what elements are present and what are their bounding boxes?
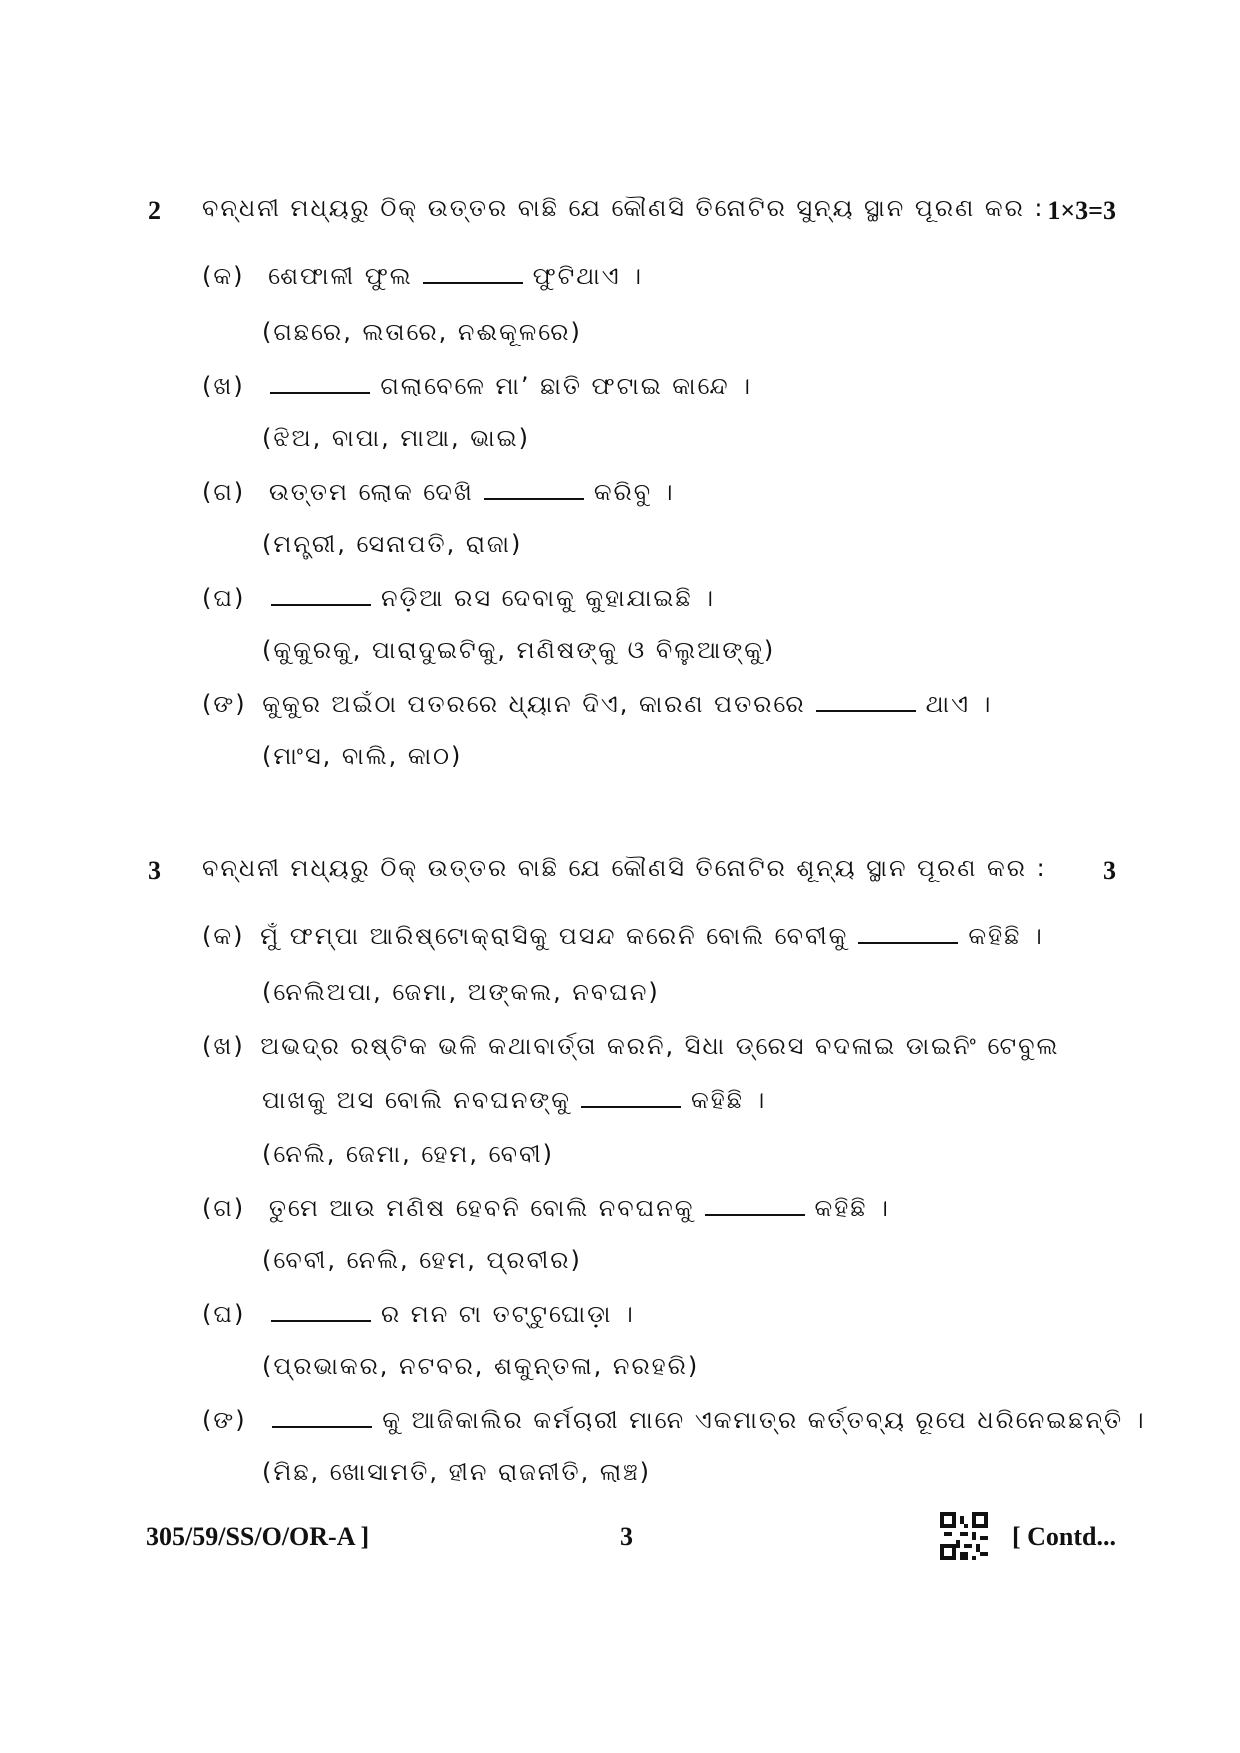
item-options: (ମିଛ, ଖୋସାମତି, ହୀନ ରାଜନୀତି, ଲାଞ୍ଚ) [262,1458,652,1486]
item-label: (କ) [202,922,245,950]
item-label: (ଘ) [202,584,246,612]
item-text-before: କୁକୁର ଅଇଁଠା ପତରରେ ଧ୍ୟାନ ଦିଏ, କାରଣ ପତରରେ [262,690,806,718]
item-text-before: ମୁଁ ଫମ୍ପା ଆରିଷ୍ଟୋକ୍ରାସିକୁ ପସନ୍ଦ କରେନି ବୋଲି ବେବୀକୁ [260,922,849,950]
item-options: (ପ୍ରଭାକର, ନଟବର, ଶକୁନ୍ତଳା, ନରହରି) [262,1352,700,1380]
item-label: (ଖ) [202,1032,245,1060]
answer-blank[interactable] [581,1106,681,1108]
item-label: (ଙ) [202,690,247,718]
item-text-before: ଉତ୍ତମ ଲୋକ ଦେଖି [268,478,474,506]
item-text-after: କହିଛି । [968,922,1044,950]
item-text-after: ଥାଏ । [925,690,993,718]
item-options: (କୁକୁରକୁ, ପାରାଦୁଇଟିକୁ, ମଣିଷଙ୍କୁ ଓ ବିଲୁଆଙ୍କୁ) [262,636,776,664]
answer-blank[interactable] [816,710,916,712]
qr-code-icon [940,1512,988,1560]
item-text-after: କହିଛି । [814,1194,890,1222]
item-line [202,1406,1146,1434]
item-text-before: ଶେଫାଳୀ ଫୁଲ [268,262,413,290]
paper-code: 305/59/SS/O/OR-A ] [146,1522,370,1551]
item-options: (ମନ୍ତ୍ରୀ, ସେନାପତି, ରାଜା) [262,530,523,558]
item-label: (ଗ) [202,1194,246,1222]
item-label: (ଖ) [202,372,245,400]
question-number: 2 [148,196,161,225]
item-line-continued [262,1086,766,1114]
item-line [202,372,752,400]
question-instruction: ବନ୍ଧନୀ ମଧ୍ୟରୁ ଠିକ୍ ଉତ୍ତର ବାଛି ଯେ କୌଣସି ତିନୋଟିର ଶୂନ୍ୟ ସ୍ଥାନ ପୂରଣ କର : [202,854,1047,882]
answer-blank[interactable] [858,942,958,944]
question-number: 3 [148,856,161,885]
item-line [202,922,1044,950]
item-options: (ବେବୀ, ନେଲି, ହେମ, ପ୍ରବୀର) [262,1246,582,1274]
item-line [202,262,643,290]
item-text-after: କୁ ଆଜିକାଲିର କର୍ମଚାରୀ ମାନେ ଏକମାତ୍ର କର୍ତ୍ତବ୍ୟ ରୂପେ ଧରିନେଇଛନ୍ତି । [382,1406,1146,1434]
item-line [202,690,992,718]
item-text-after: ନଡ଼ିଆ ରସ ଦେବାକୁ କୁହାଯାଇଛି । [380,584,716,612]
item-line [202,478,675,506]
question-marks: 3 [1103,856,1116,885]
item-line [202,584,715,612]
item-text-after: ର ମନ ଟା ତଟ୍ଟୁଘୋଡ଼ା । [380,1300,635,1328]
item-text-after: ଗଲାବେଳେ ମା’ ଛାତି ଫଟାଇ କାନ୍ଦେ । [380,372,753,400]
page-number: 3 [620,1522,633,1551]
item-line [202,1032,1059,1060]
item-options: (ନେଲିଅପା, ଜେମା, ଅଙ୍କଲ, ନବଘନ) [262,978,660,1006]
continued-label: [ Contd... [1011,1522,1116,1551]
item-options: (ମାଂସ, ବାଲି, କାଠ) [262,742,463,770]
item-text-before: ପାଖକୁ ଅସ ବୋଲି ନବଘନଙ୍କୁ [262,1086,571,1114]
answer-blank[interactable] [270,392,370,394]
item-text-after: କହିଛି । [690,1086,767,1114]
item-options: (ନେଲି, ଜେମା, ହେମ, ବେବୀ) [262,1140,554,1168]
item-text-after: କରିବୁ । [593,478,675,506]
item-text-line1: ଅଭଦ୍ର ରଷ୍ଟିକ ଭଳି କଥାବାର୍ତ୍ତା କରନି, ସିଧା ଡ୍ରେସ ବଦଳାଇ ଡାଇନିଂ ଟେବୁଲ [260,1032,1060,1060]
item-text-after: ଫୁଟିଥାଏ । [532,262,644,290]
answer-blank[interactable] [705,1214,805,1216]
item-line [202,1194,890,1222]
item-label: (ଘ) [202,1300,246,1328]
answer-blank[interactable] [271,1320,371,1322]
item-label: (ଗ) [202,478,246,506]
question-marks: 1×3=3 [1047,196,1116,225]
item-text-before: ତୁମେ ଆଉ ମଣିଷ ହେବନି ବୋଲି ନବଘନକୁ [268,1194,695,1222]
answer-blank[interactable] [423,282,523,284]
item-line [202,1300,635,1328]
item-options: (ଝିଅ, ବାପା, ମାଆ, ଭାଇ) [262,424,530,452]
item-options: (ଗଛରେ, ଲତାରେ, ନଈକୂଳରେ) [262,318,582,346]
answer-blank[interactable] [272,1426,372,1428]
answer-blank[interactable] [484,498,584,500]
answer-blank[interactable] [271,604,371,606]
item-label: (ଙ) [202,1406,247,1434]
question-instruction: ବନ୍ଧନୀ ମଧ୍ୟରୁ ଠିକ୍ ଉତ୍ତର ବାଛି ଯେ କୌଣସି ତିନୋଟିର ସୁନ୍ୟ ସ୍ଥାନ ପୂରଣ କର : [202,194,1045,222]
item-label: (କ) [202,262,245,290]
